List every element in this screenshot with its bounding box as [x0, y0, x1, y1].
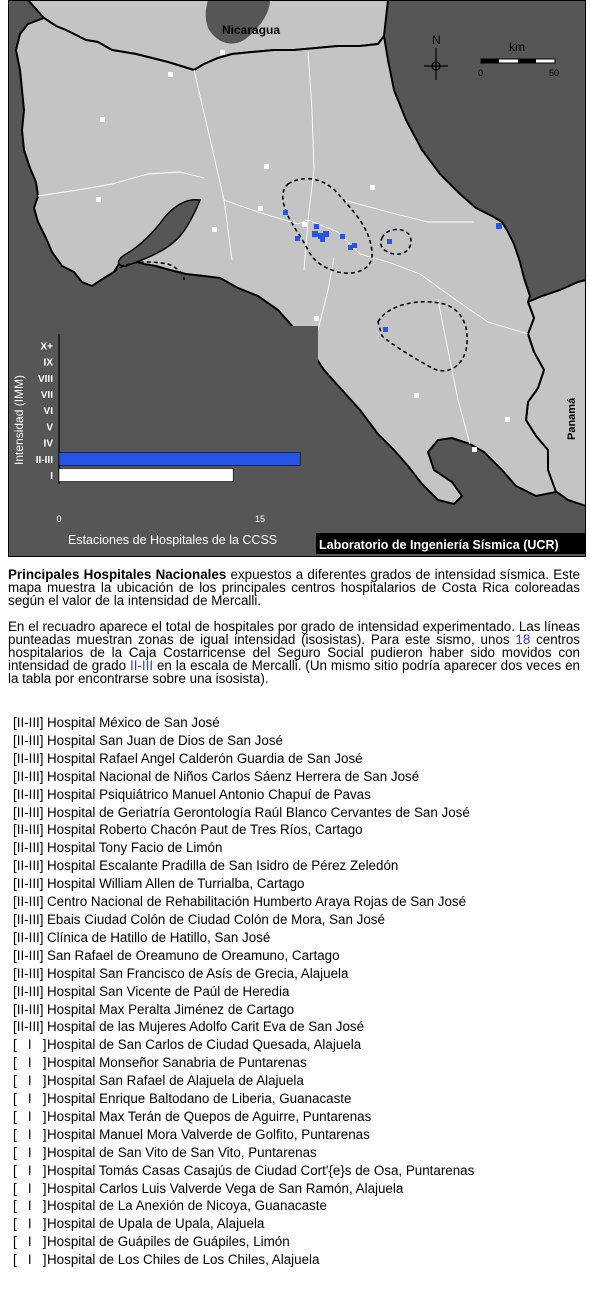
caption-text: En el recuadro aparece el total de hospitales por grado de intensidad experimentado. Las líneas punteadas muestran zonas de igual intensidad (isosistas). Para este sismo, unos — [8, 619, 580, 647]
hospital-list-item — [13, 1180, 583, 1198]
panama-label: Panamá — [566, 397, 578, 440]
hospital-name: Hospital William Allen de Turrialba, Cartago — [47, 876, 305, 892]
y-tick-label: IV — [43, 438, 53, 450]
y-axis-label: Intensidad (IMM) — [12, 374, 26, 465]
hospital-grade: [II-III] — [13, 1001, 44, 1017]
intensity-bar-chart — [12, 326, 318, 557]
hospital-list-item — [13, 857, 583, 875]
hospital-name: Hospital Nacional de Niños Carlos Sáenz Herrera de San José — [47, 768, 420, 784]
hospital-marker[interactable] — [496, 223, 502, 229]
hospital-list-item — [13, 1197, 583, 1215]
caption-lead: Principales Hospitales Nacionales — [8, 567, 227, 582]
x-axis-label: Estaciones de Hospitales de la CCSS — [68, 533, 278, 547]
hospital-grade: [II-III] — [13, 840, 44, 856]
hospital-grade: [ I ] — [13, 1126, 47, 1142]
hospital-grade: [II-III] — [13, 1019, 44, 1035]
x-tick-label: 15 — [254, 514, 266, 524]
hospital-list-item — [13, 1126, 583, 1144]
nicaragua-label: Nicaragua — [222, 23, 281, 37]
hospital-list-item — [13, 1054, 583, 1072]
scale-tick-50: 50 — [549, 68, 560, 78]
hospital-list-item — [13, 839, 583, 857]
hospital-list-item — [13, 893, 583, 911]
hospital-grade: [ I ] — [13, 1252, 47, 1268]
hospital-name: Hospital Monseñor Sanabria de Puntarenas — [47, 1055, 307, 1071]
hospital-list-item — [13, 965, 583, 983]
hospital-list-item — [13, 804, 583, 822]
hospital-marker[interactable] — [302, 222, 307, 227]
caption-text: en la escala de Mercalli. (Un mismo sitio podría aparecer dos veces en la tabla por encontrarse sobre una isosista). — [8, 658, 580, 686]
hospital-grade: [II-III] — [13, 965, 44, 981]
hospital-grade: [ I ] — [13, 1144, 47, 1160]
hospital-grade: [ I ] — [13, 1180, 47, 1196]
y-tick-label: IX — [43, 357, 53, 369]
hospital-name: Hospital de San Carlos de Ciudad Quesada, Alajuela — [47, 1037, 362, 1053]
hospital-marker[interactable] — [100, 117, 105, 122]
hospital-grade: [ I ] — [13, 1198, 47, 1214]
hospital-name: Hospital de Geriatría Gerontología Raúl Blanco Cervantes de San José — [47, 804, 470, 820]
hospital-grade: [ I ] — [13, 1091, 47, 1107]
caption — [8, 568, 580, 698]
hospital-grade: [ I ] — [13, 1216, 47, 1232]
hospital-list-item — [13, 929, 583, 947]
hospital-list-item — [13, 786, 583, 804]
hospital-marker[interactable] — [96, 197, 101, 202]
hospital-list-item — [13, 911, 583, 929]
hospital-grade: [ I ] — [13, 1234, 47, 1250]
y-tick-label: II-III — [35, 454, 53, 466]
hospital-marker[interactable] — [312, 231, 318, 237]
hospital-marker[interactable] — [383, 327, 388, 332]
hospital-name: Hospital Rafael Angel Calderón Guardia de San José — [47, 750, 363, 766]
hospital-grade: [ I ] — [13, 1073, 47, 1089]
caption-text: centros hospitalarios de la Caja Costarricense del Seguro Social pudieron haber sido movidos con intensidad de grado — [8, 632, 581, 673]
hospital-name: Hospital de Los Chiles de Los Chiles, Alajuela — [47, 1252, 320, 1268]
hospital-list-item — [13, 768, 583, 786]
hospital-grade: [II-III] — [13, 983, 44, 999]
hospital-name: Hospital México de San José — [47, 715, 220, 730]
bar-i — [59, 469, 233, 482]
caption-paragraph-2 — [8, 620, 580, 685]
hospital-list-item — [13, 1108, 583, 1126]
hospital-list-item — [13, 983, 583, 1001]
hospital-list-item — [13, 1251, 583, 1269]
bar-ii-iii — [59, 452, 300, 465]
hospital-name: Hospital Escalante Pradilla de San Isidro de Pérez Zeledón — [47, 858, 399, 874]
hospital-marker[interactable] — [387, 239, 392, 244]
hospital-grade: [II-III] — [13, 822, 44, 838]
hospital-name: Hospital San Francisco de Asís de Grecia, Alajuela — [47, 965, 349, 981]
hospital-marker[interactable] — [314, 224, 319, 229]
hospital-marker[interactable] — [264, 164, 269, 169]
hospital-grade: [II-III] — [13, 732, 44, 748]
hospital-grade: [II-III] — [13, 911, 44, 927]
hospital-grade: [II-III] — [13, 929, 44, 945]
hospital-grade: [ I ] — [13, 1055, 47, 1071]
hospital-list-item — [13, 1233, 583, 1251]
north-label: N — [432, 33, 441, 47]
hospital-marker[interactable] — [414, 393, 419, 398]
hospital-marker[interactable] — [258, 206, 263, 211]
hospital-marker[interactable] — [220, 50, 225, 55]
hospital-grade: [II-III] — [13, 876, 44, 892]
hospital-grade: [II-III] — [13, 750, 44, 766]
x-tick-label: 0 — [56, 514, 62, 524]
credit-text: Laboratorio de Ingeniería Sísmica (UCR) — [319, 538, 559, 552]
hospital-name: Clínica de Hatillo de Hatillo, San José — [47, 929, 271, 945]
hospital-marker[interactable] — [212, 227, 217, 232]
hospital-grade: [II-III] — [13, 715, 44, 730]
scale-tick-0: 0 — [478, 68, 484, 78]
hospital-name: San Rafael de Oreamuno de Oreamuno, Cartago — [47, 947, 340, 963]
hospital-marker[interactable] — [320, 237, 325, 242]
hospital-marker[interactable] — [283, 210, 288, 215]
hospital-name: Centro Nacional de Rehabilitación Humberto Araya Rojas de San José — [47, 894, 467, 910]
hospital-list-item — [13, 875, 583, 893]
hospital-grade: [ I ] — [13, 1162, 47, 1178]
hospital-list-item — [13, 1001, 583, 1019]
hospital-grade: [II-III] — [13, 768, 44, 784]
y-tick-label: V — [46, 422, 53, 434]
chart-panel — [32, 326, 318, 557]
caption-lead-rest: expuestos a diferentes grados de intensidad sísmica. Este mapa muestra la ubicación de los principales centros hospitalarios de Costa Rica coloreadas según el valor de la intensidad de Mercalli. — [8, 567, 581, 608]
hospital-list-item — [13, 1072, 583, 1090]
hospital-marker[interactable] — [314, 316, 319, 321]
hospital-marker[interactable] — [168, 72, 173, 77]
hospital-marker[interactable] — [323, 231, 329, 237]
hospital-name: Hospital Carlos Luis Valverde Vega de San Ramón, Alajuela — [47, 1180, 404, 1196]
hospital-name: Hospital Enrique Baltodano de Liberia, Guanacaste — [47, 1091, 352, 1107]
scale-unit: km — [509, 40, 525, 54]
hospital-count: 18 — [515, 632, 531, 647]
hospital-grade: [II-III] — [13, 894, 44, 910]
hospital-name: Hospital de las Mujeres Adolfo Carit Eva de San José — [47, 1019, 365, 1035]
hospital-list-item — [13, 750, 583, 768]
hospital-grade: [II-III] — [13, 804, 44, 820]
hospital-marker[interactable] — [340, 234, 345, 239]
hospital-list-item — [13, 1162, 583, 1180]
hospital-name: Hospital Tony Facio de Limón — [47, 840, 223, 856]
hospital-list-item — [13, 714, 583, 732]
hospital-name: Hospital de Guápiles de Guápiles, Limón — [47, 1234, 290, 1250]
hospital-marker[interactable] — [352, 243, 357, 248]
hospital-grade: [II-III] — [13, 786, 44, 802]
hospital-name: Hospital San Vicente de Paúl de Heredia — [47, 983, 290, 999]
hospital-list-item — [13, 1018, 583, 1036]
hospital-marker[interactable] — [295, 236, 300, 241]
intensity-map — [8, 0, 586, 557]
hospital-list-item — [13, 732, 583, 750]
grade-highlight: II-III — [129, 658, 154, 673]
hospital-name: Hospital San Rafael de Alajuela de Alajuela — [47, 1073, 304, 1089]
y-tick-label: X+ — [40, 341, 53, 353]
hospital-list-item — [13, 1090, 583, 1108]
y-tick-label: VI — [43, 406, 53, 418]
y-tick-label: VII — [40, 390, 53, 401]
hospital-name: Hospital de Upala de Upala, Alajuela — [47, 1216, 265, 1232]
hospital-name: Hospital Psiquiátrico Manuel Antonio Chapuí de Pavas — [47, 786, 371, 802]
hospital-marker[interactable] — [472, 447, 477, 452]
hospital-list-item — [13, 821, 583, 839]
hospital-name: Hospital Manuel Mora Valverde de Golfito, Puntarenas — [47, 1126, 370, 1142]
hospital-list-item — [13, 1144, 583, 1162]
hospital-list — [13, 714, 583, 1269]
y-tick-label: I — [50, 471, 53, 482]
hospital-name: Hospital Max Peralta Jiménez de Cartago — [47, 1001, 295, 1017]
hospital-name: Hospital Roberto Chacón Paut de Tres Ríos, Cartago — [47, 822, 363, 838]
hospital-list-item — [13, 1036, 583, 1054]
hospital-marker[interactable] — [505, 417, 510, 422]
hospital-name: Ebais Ciudad Colón de Ciudad Colón de Mora, San José — [47, 911, 385, 927]
hospital-grade: [II-III] — [13, 947, 44, 963]
hospital-list-item — [13, 1215, 583, 1233]
hospital-grade: [II-III] — [13, 858, 44, 874]
hospital-name: Hospital de San Vito de San Vito, Puntarenas — [47, 1144, 317, 1160]
hospital-marker[interactable] — [370, 185, 375, 190]
hospital-list-item — [13, 947, 583, 965]
y-tick-label: VIII — [37, 373, 53, 385]
caption-paragraph-1 — [8, 568, 580, 607]
hospital-name: Hospital de La Anexión de Nicoya, Guanacaste — [47, 1198, 327, 1214]
hospital-name: Hospital Max Terán de Quepos de Aguirre, Puntarenas — [47, 1108, 372, 1124]
hospital-name: Hospital San Juan de Dios de San José — [47, 732, 283, 748]
hospital-grade: [ I ] — [13, 1037, 47, 1053]
hospital-name: Hospital Tomás Casas Casajús de Ciudad Cort'{e}s de Osa, Puntarenas — [47, 1162, 475, 1178]
hospital-grade: [ I ] — [13, 1108, 47, 1124]
